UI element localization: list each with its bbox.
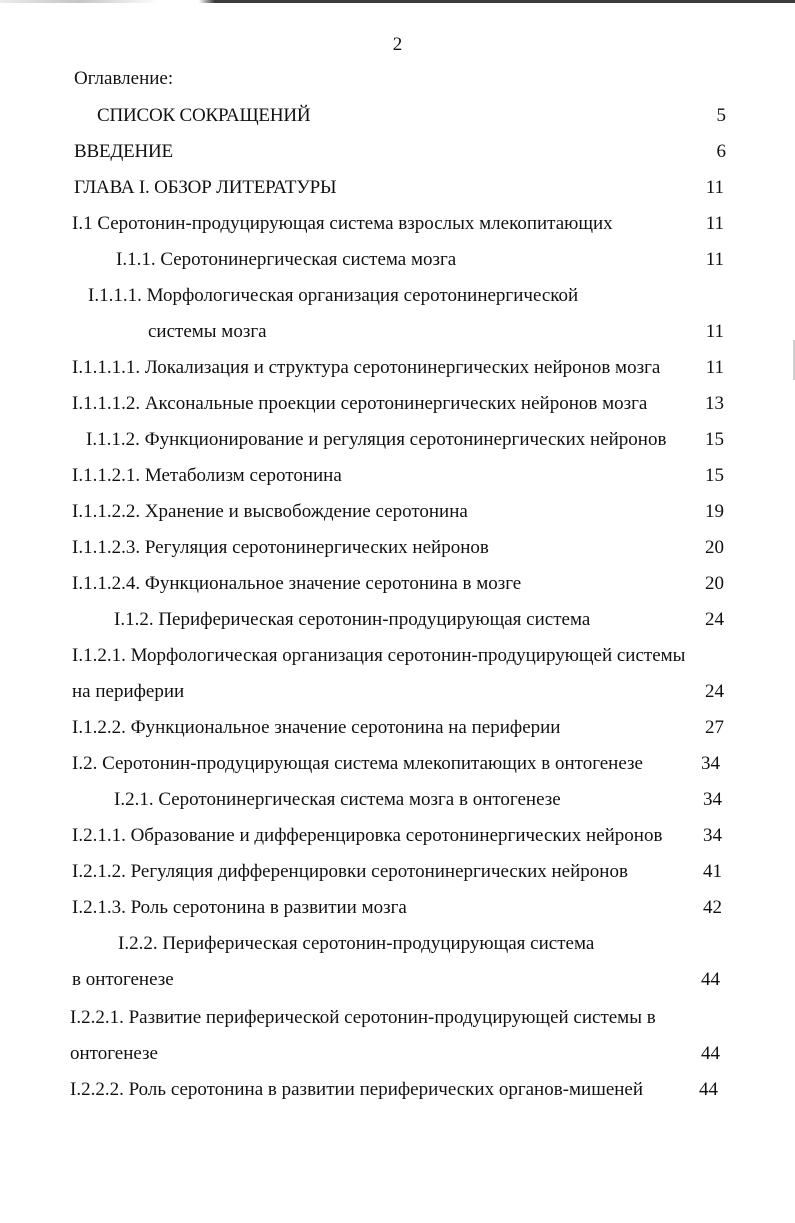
toc-entry-continuation: системы мозга bbox=[148, 321, 267, 342]
toc-entry-title: I.2.1.3. Роль серотонина в развитии мозга bbox=[72, 897, 407, 918]
toc-entry-title: I.2.2.2. Роль серотонина в развитии периферических органов-мишеней bbox=[70, 1079, 644, 1100]
toc-entry-page: 20 bbox=[705, 537, 724, 558]
toc-entry-title: I.1.2. Периферическая серотонин-продуцирующая система bbox=[114, 609, 591, 630]
toc-entry-page: 11 bbox=[705, 177, 724, 198]
toc-entry-title: I.1.1.1.2. Аксональные проекции серотонинергических нейронов мозга bbox=[72, 393, 648, 414]
toc-entry-page: 13 bbox=[705, 393, 724, 414]
toc-entry-page: 24 bbox=[705, 609, 724, 630]
toc-heading: Оглавление: bbox=[74, 68, 174, 89]
toc-entry-page: 34 bbox=[701, 753, 720, 774]
toc-entry-continuation: на периферии bbox=[72, 681, 185, 702]
toc-entry-title: СПИСОК СОКРАЩЕНИЙ bbox=[97, 105, 311, 126]
toc-entry-page: 34 bbox=[703, 825, 722, 846]
toc-entry-page: 41 bbox=[703, 861, 722, 882]
toc-entry-page: 27 bbox=[705, 717, 724, 738]
toc-entry-page: 5 bbox=[716, 105, 726, 126]
toc-entry-title: I.1.1.2.1. Метаболизм серотонина bbox=[72, 465, 342, 486]
toc-entry-title: I.1.1.1. Морфологическая организация серотонинергической bbox=[88, 285, 579, 306]
toc-entry-title: ГЛАВА I. ОБЗОР ЛИТЕРАТУРЫ bbox=[74, 177, 337, 198]
toc-entry-title: I.2.1.1. Образование и дифференцировка серотонинергических нейронов bbox=[72, 825, 663, 846]
toc-entry-continuation: в онтогенезе bbox=[72, 969, 174, 990]
toc-entry-title: I.2.1. Серотонинергическая система мозга в онтогенезе bbox=[114, 789, 561, 810]
toc-entry-title: ВВЕДЕНИЕ bbox=[74, 141, 173, 162]
page-number: 2 bbox=[392, 34, 403, 55]
toc-entry-continuation: онтогенезе bbox=[70, 1043, 158, 1064]
toc-entry-page: 11 bbox=[705, 213, 724, 234]
toc-entry-title: I.1.1.2. Функционирование и регуляция серотонинергических нейронов bbox=[86, 429, 667, 450]
toc-entry-page: 6 bbox=[716, 141, 726, 162]
toc-entry-title: I.1.1.2.3. Регуляция серотонинергических нейронов bbox=[72, 537, 489, 558]
toc-entry-page: 11 bbox=[705, 357, 724, 378]
toc-entry-title: I.1.2.2. Функциональное значение серотонина на периферии bbox=[72, 717, 561, 738]
toc-entry-page: 44 bbox=[699, 1079, 718, 1100]
toc-entry-title: I.2.2. Периферическая серотонин-продуцирующая система bbox=[118, 933, 595, 954]
toc-entry-title: I.2. Серотонин-продуцирующая система млекопитающих в онтогенезе bbox=[72, 753, 643, 774]
toc-entry-page: 20 bbox=[705, 573, 724, 594]
toc-entry-page: 44 bbox=[701, 1043, 720, 1064]
toc-entry-title: I.1.1.2.2. Хранение и высвобождение серотонина bbox=[72, 501, 468, 522]
toc-entry-title: I.1.1. Серотонинергическая система мозга bbox=[116, 249, 457, 270]
toc-entry-page: 15 bbox=[705, 465, 724, 486]
toc-entry-title: I.2.2.1. Развитие периферической серотонин-продуцирующей системы в bbox=[70, 1007, 656, 1028]
toc-entry-page: 11 bbox=[705, 321, 724, 342]
toc-entry-page: 15 bbox=[705, 429, 724, 450]
toc-entry-title: I.1 Серотонин-продуцирующая система взрослых млекопитающих bbox=[72, 213, 613, 234]
toc-entry-page: 19 bbox=[705, 501, 724, 522]
toc-entry-title: I.1.1.1.1. Локализация и структура серотонинергических нейронов мозга bbox=[72, 357, 661, 378]
toc-entry-page: 44 bbox=[701, 969, 720, 990]
toc-entry-title: I.1.2.1. Морфологическая организация серотонин-продуцирующей системы bbox=[72, 645, 686, 666]
toc-entry-page: 24 bbox=[705, 681, 724, 702]
toc-entry-page: 11 bbox=[705, 249, 724, 270]
scan-edge-top bbox=[0, 0, 795, 3]
toc-entry-page: 42 bbox=[703, 897, 722, 918]
toc-entry-title: I.1.1.2.4. Функциональное значение серотонина в мозге bbox=[72, 573, 522, 594]
toc-entry-title: I.2.1.2. Регуляция дифференцировки серотонинергических нейронов bbox=[72, 861, 628, 882]
toc-entry-page: 34 bbox=[703, 789, 722, 810]
